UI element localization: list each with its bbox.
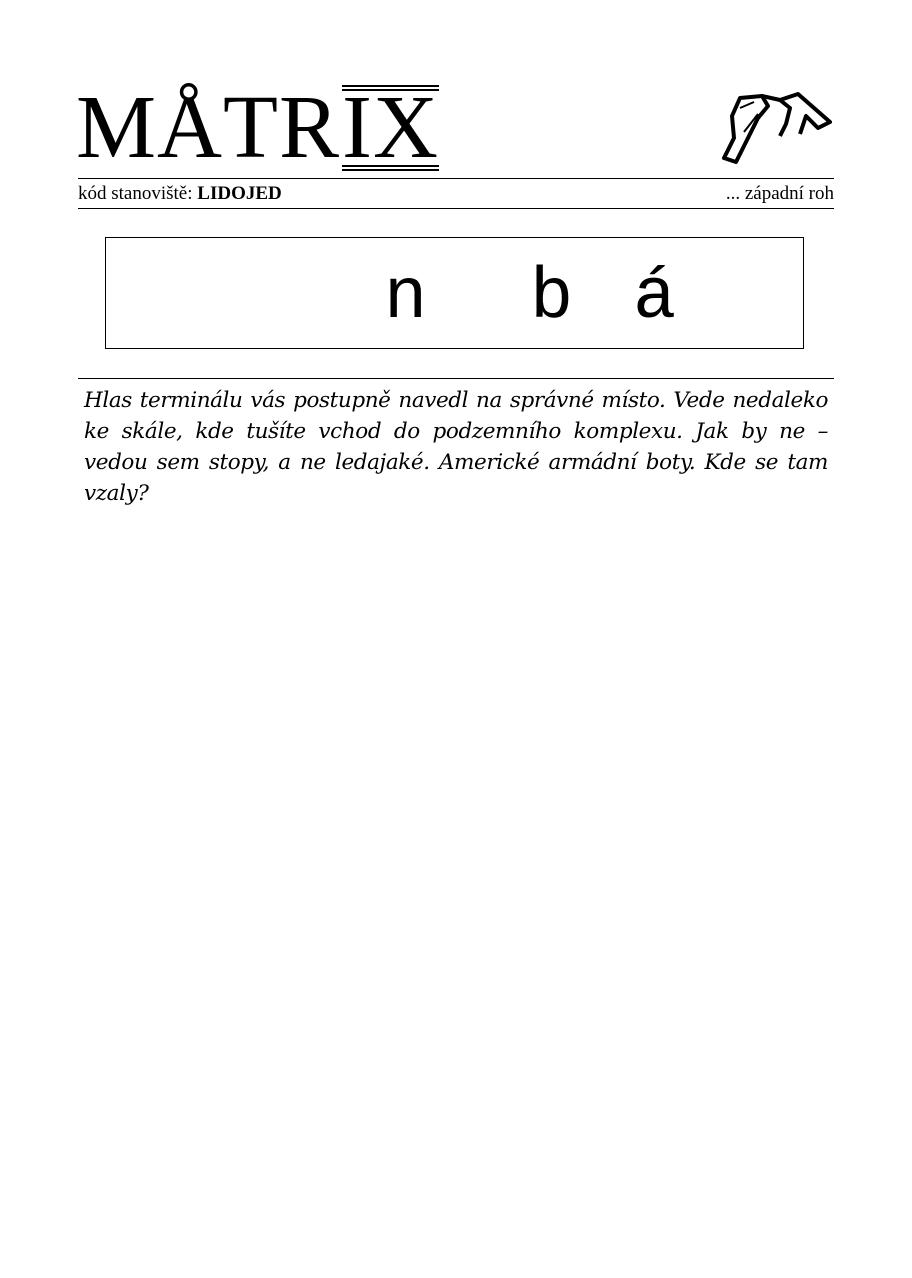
story-text: Hlas terminálu vás postupně navedl na správné místo. Vede nedaleko ke skále, kde tušíte vchod do podzemního komplexu. Jak by ne – vedou sem stopy, a ne ledajaké. Americké armádní boty. Kde se tam vzaly? bbox=[84, 388, 828, 506]
header-rule-top bbox=[78, 178, 834, 179]
station-code: LIDOJED bbox=[197, 183, 282, 204]
location-text: ... západní roh bbox=[725, 183, 834, 204]
title-roman-numeral: IX bbox=[342, 78, 439, 177]
page-title bbox=[76, 78, 439, 178]
station-line bbox=[78, 182, 282, 206]
cipher-letter: n bbox=[384, 257, 428, 339]
header-rule-bottom bbox=[78, 208, 834, 209]
cipher-box bbox=[105, 237, 804, 349]
footprint-logo-icon bbox=[718, 88, 836, 166]
cipher-letter: b bbox=[530, 257, 574, 339]
title-main: MÅTR bbox=[76, 78, 341, 177]
story-rule bbox=[78, 378, 834, 379]
cipher-letter: á bbox=[633, 257, 677, 339]
station-label: kód stanoviště: bbox=[78, 183, 198, 204]
